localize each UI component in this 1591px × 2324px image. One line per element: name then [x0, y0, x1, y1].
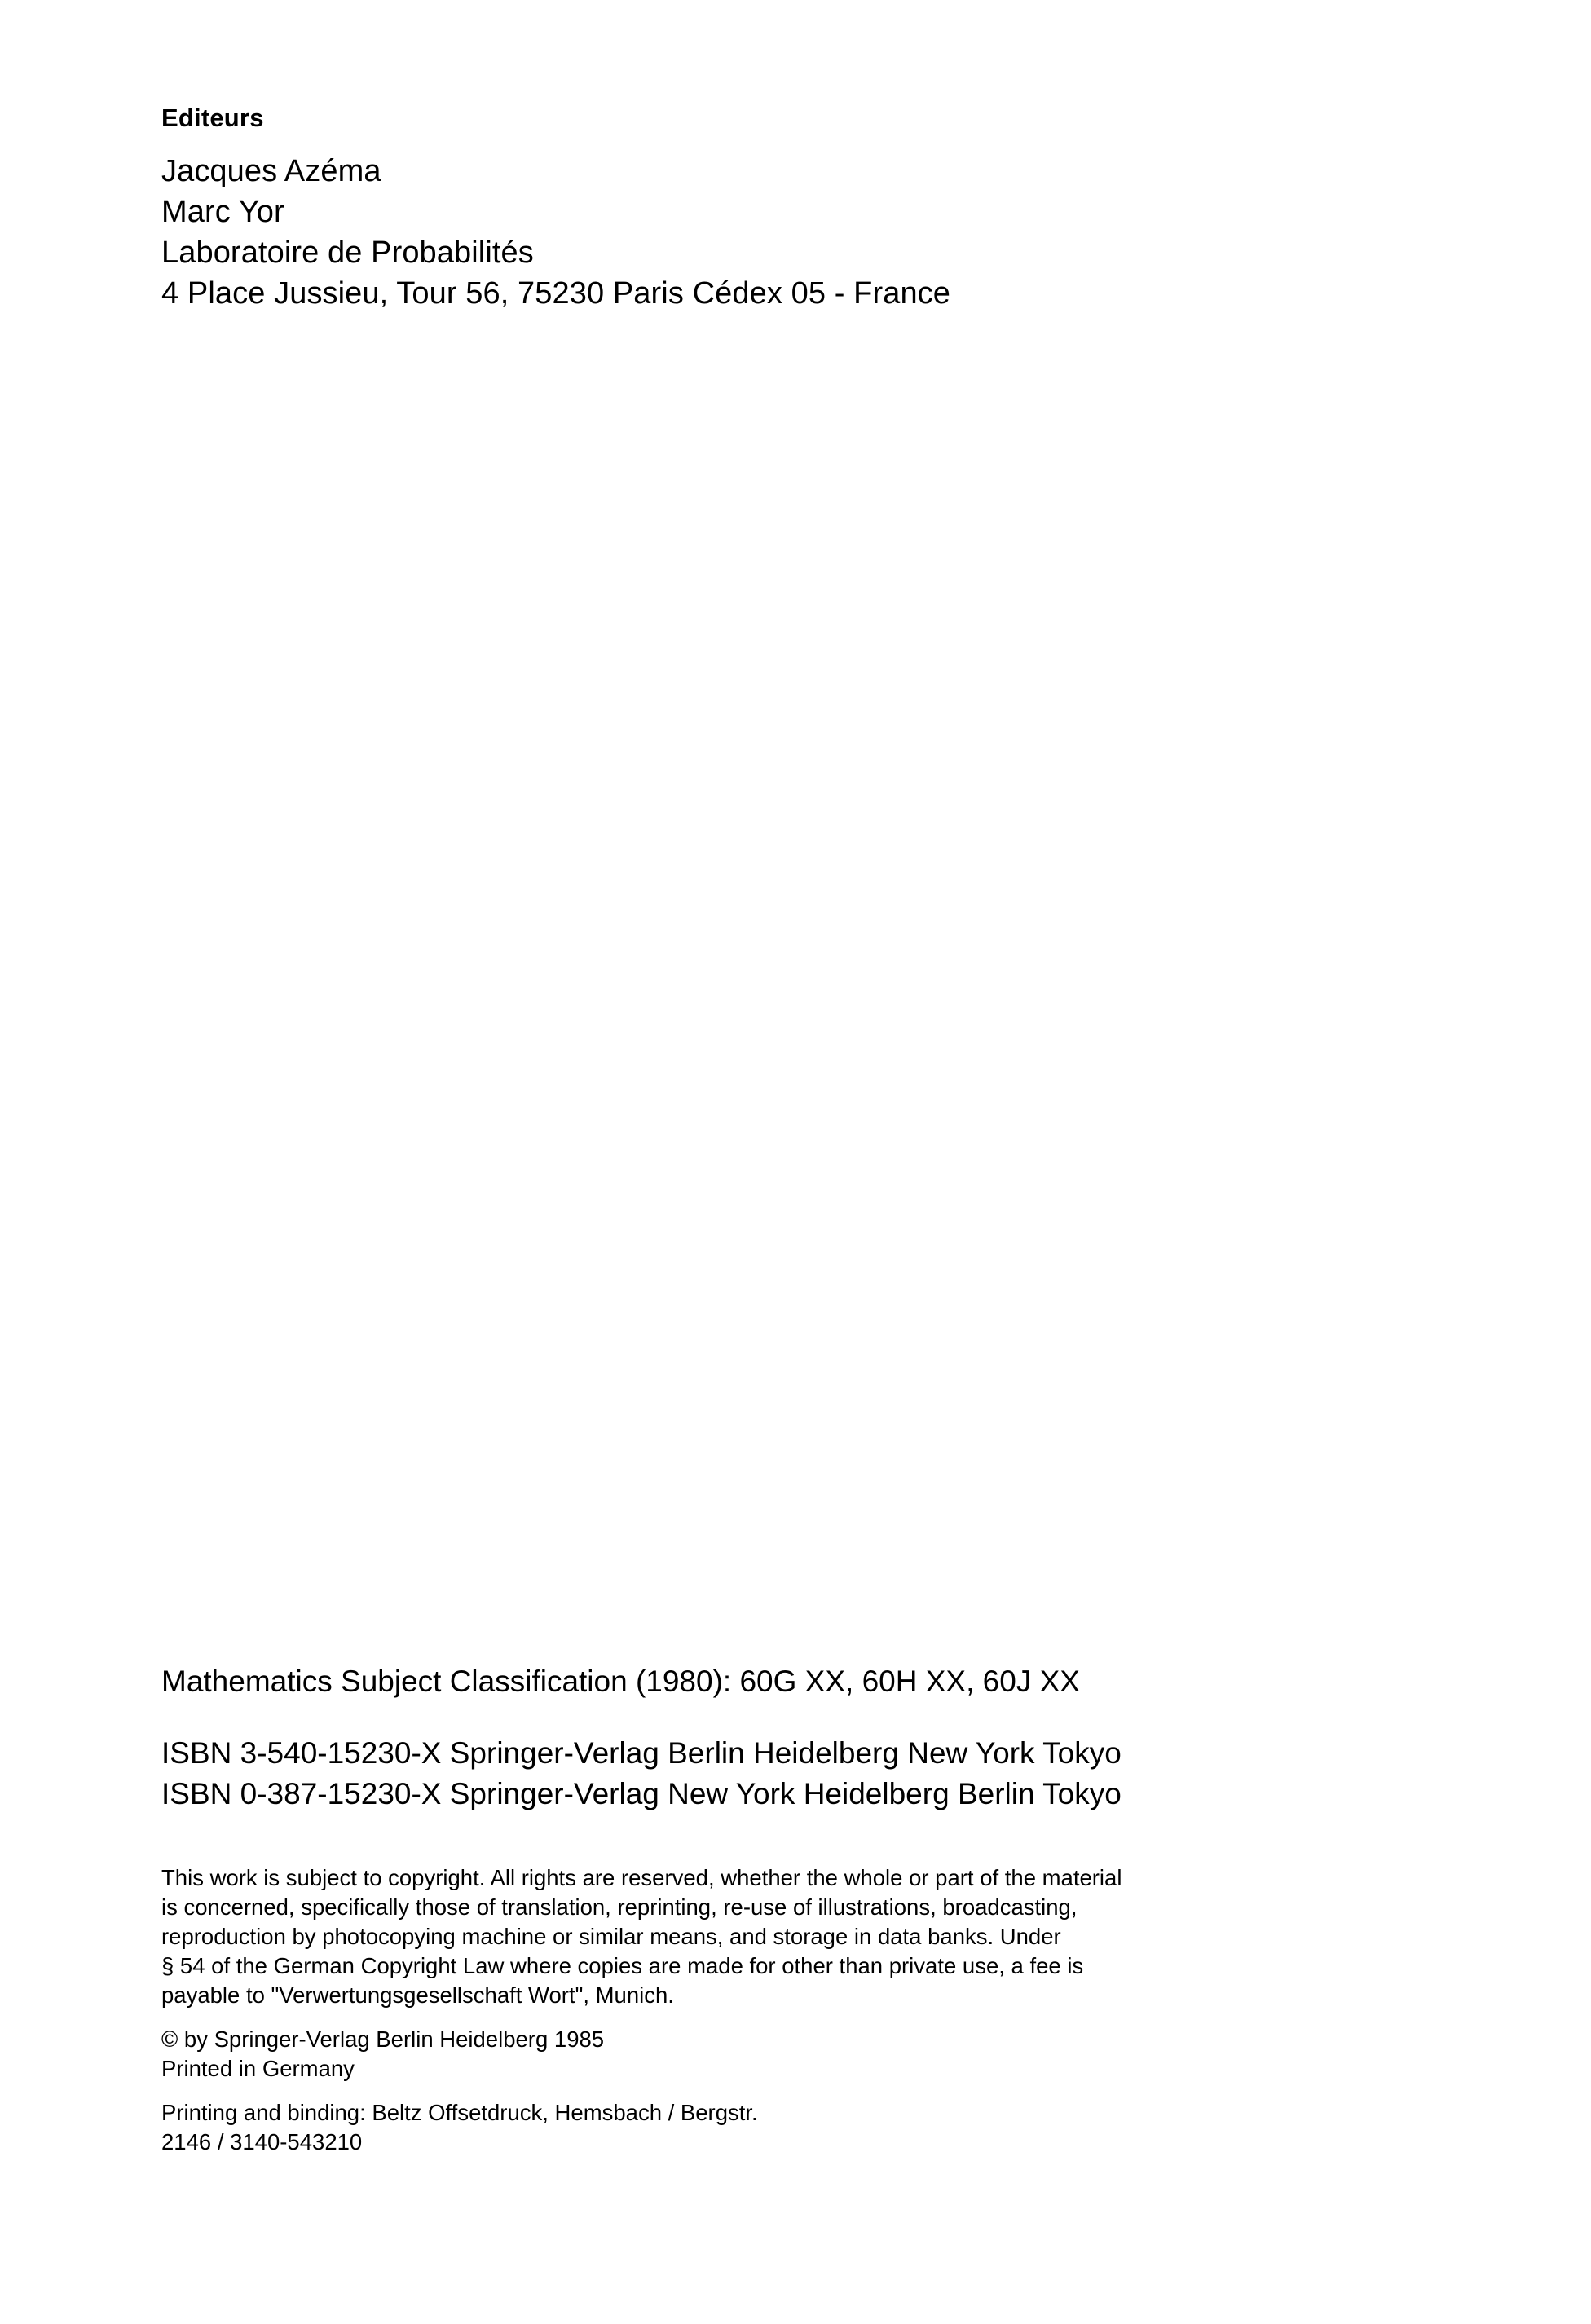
isbn-block: [161, 1733, 1319, 1815]
editors-block: [161, 102, 950, 314]
editor-address: 4 Place Jussieu, Tour 56, 75230 Paris Cédex 05 - France: [161, 276, 951, 311]
isbn-line: ISBN 3-540-15230-X Springer-Verlag Berlin Heidelberg New York Tokyo: [161, 1736, 1122, 1770]
copyright-notice-line: § 54 of the German Copyright Law where copies are made for other than private use, a fee is: [161, 1953, 1084, 1978]
copyright-notice-line: payable to "Verwertungsgesellschaft Wort", Munich.: [161, 1982, 674, 2008]
isbn-line: ISBN 0-387-15230-X Springer-Verlag New York Heidelberg Berlin Tokyo: [161, 1777, 1122, 1810]
copyright-holder-line: © by Springer-Verlag Berlin Heidelberg 1985: [161, 2026, 605, 2052]
copyright-notice-line: is concerned, specifically those of translation, reprinting, re-use of illustrations, broadcasting,: [161, 1894, 1078, 1920]
copyright-notice-line: This work is subject to copyright. All rights are reserved, whether the whole or part of the material: [161, 1865, 1122, 1890]
copyright-notice-line: reproduction by photocopying machine or similar means, and storage in data banks. Under: [161, 1924, 1061, 1949]
printing-info: [161, 2098, 1319, 2157]
printed-in-line: Printed in Germany: [161, 2056, 355, 2081]
subject-classification: Mathematics Subject Classification (1980): 60G XX, 60H XX, 60J XX: [161, 1665, 1080, 1698]
editor-name: Jacques Azéma: [161, 154, 381, 188]
printing-line: Printing and binding: Beltz Offsetdruck, Hemsbach / Bergstr.: [161, 2100, 758, 2125]
editor-institution: Laboratoire de Probabilités: [161, 236, 534, 270]
copyright-holder: [161, 2025, 1319, 2084]
editors-heading: Editeurs: [161, 104, 264, 132]
print-code-line: 2146 / 3140-543210: [161, 2129, 363, 2154]
copyright-notice: [161, 1863, 1319, 2010]
imprint-block: [161, 1661, 1319, 2172]
editor-name: Marc Yor: [161, 195, 284, 229]
